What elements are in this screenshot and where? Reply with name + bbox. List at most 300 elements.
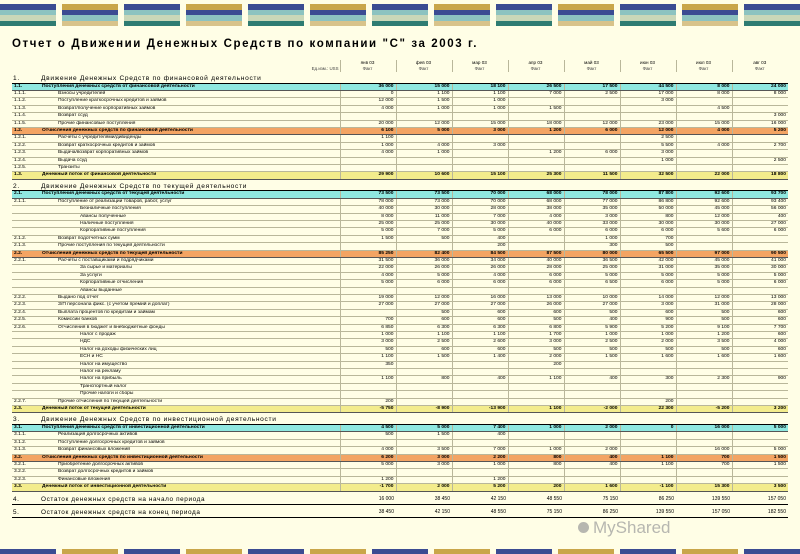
row-name: Расчеты с учредителями/дивиденды xyxy=(40,135,340,142)
line-item-row xyxy=(12,135,788,142)
fact-label: Факт xyxy=(564,66,620,72)
row-value: 84 500 xyxy=(452,250,508,257)
row-value: 5 000 xyxy=(676,272,732,279)
row-value xyxy=(452,469,508,476)
row-value: 31 000 xyxy=(620,265,676,272)
row-value: 8 000 xyxy=(676,83,732,90)
row-name: Поступления денежных средств от текущей деятельности xyxy=(40,191,340,198)
row-value xyxy=(452,150,508,157)
row-value: 1 000 xyxy=(620,157,676,164)
row-value: 6 300 xyxy=(452,324,508,331)
row-value xyxy=(620,383,676,390)
row-value: 92 600 xyxy=(676,191,732,198)
row-value: 6 000 xyxy=(396,280,452,287)
row-name: Прочие финансовые поступления xyxy=(40,120,340,127)
row-value xyxy=(452,135,508,142)
row-name: Наличные поступления xyxy=(40,220,340,227)
row-value: 10 000 xyxy=(564,294,620,301)
row-value: 400 xyxy=(564,462,620,469)
row-value: 600 xyxy=(396,346,452,353)
row-value: 5 000 xyxy=(564,272,620,279)
stripe-band xyxy=(310,549,366,554)
section-code: 1. xyxy=(12,75,40,83)
row-value xyxy=(396,135,452,142)
top-decorative-stripes xyxy=(0,4,800,26)
row-value: 13 000 xyxy=(732,294,788,301)
row-value: 1 000 xyxy=(508,447,564,454)
row-code: 1.1.4. xyxy=(12,113,40,120)
row-value: 44 500 xyxy=(620,83,676,90)
row-value: 11 000 xyxy=(396,213,452,220)
line-item-row xyxy=(12,90,788,97)
row-value: 12 000 xyxy=(564,120,620,127)
bottom-decorative-stripes xyxy=(0,549,800,554)
stripe-band xyxy=(744,4,800,26)
row-value xyxy=(452,287,508,294)
row-value: 4 000 xyxy=(340,447,396,454)
row-value: 8 000 xyxy=(732,90,788,97)
row-code: 1.2.1. xyxy=(12,135,40,142)
stripe-band xyxy=(310,4,366,26)
row-value: 6 500 xyxy=(564,280,620,287)
row-value xyxy=(340,309,396,316)
row-value: 77 000 xyxy=(564,198,620,205)
month-header: янв 03 xyxy=(340,60,396,66)
row-value: 31 500 xyxy=(340,257,396,264)
row-value: 40 000 xyxy=(508,257,564,264)
row-value xyxy=(676,113,732,120)
row-value: 3 000 xyxy=(620,302,676,309)
row-code xyxy=(12,265,40,272)
balance-value: 42 150 xyxy=(452,495,508,505)
row-value: 82 400 xyxy=(396,250,452,257)
line-item-row xyxy=(12,432,788,439)
row-value: 600 xyxy=(452,346,508,353)
row-value: 6 000 xyxy=(620,280,676,287)
line-item-row xyxy=(12,287,788,294)
row-value: 1 100 xyxy=(452,90,508,97)
row-name: Возврат краткосрочных кредитов и займов xyxy=(40,142,340,149)
row-name: Отчисления денежных средств по текущей деятельности xyxy=(40,250,340,257)
row-value: 15 000 xyxy=(452,120,508,127)
row-value: 700 xyxy=(676,454,732,461)
row-value: 1 000 xyxy=(340,142,396,149)
row-value xyxy=(732,391,788,398)
section-code: 3. xyxy=(12,416,40,424)
row-value: 5 200 xyxy=(452,484,508,491)
row-value xyxy=(508,235,564,242)
row-value: 5 000 xyxy=(732,447,788,454)
row-code xyxy=(12,339,40,346)
row-value: 20 000 xyxy=(340,120,396,127)
row-value: 2 700 xyxy=(732,142,788,149)
balance-title: Остаток денежных средств на начало периода xyxy=(40,495,340,505)
row-value: 1 100 xyxy=(340,376,396,383)
row-value: 68 000 xyxy=(508,198,564,205)
row-value xyxy=(508,164,564,171)
row-value: 5 000 xyxy=(340,462,396,469)
section-header-row xyxy=(12,75,788,83)
row-value: 87 800 xyxy=(620,191,676,198)
line-item-row xyxy=(12,280,788,287)
month-header: июл 03 xyxy=(676,60,732,66)
row-value: 600 xyxy=(732,346,788,353)
stripe-band xyxy=(186,549,242,554)
row-value: 28 000 xyxy=(452,206,508,213)
row-value: 50 000 xyxy=(620,206,676,213)
row-value xyxy=(340,439,396,446)
row-name: Денежный поток от финансовой деятельности xyxy=(40,172,340,179)
row-value: 6 000 xyxy=(564,228,620,235)
row-name: Транзиты xyxy=(40,164,340,171)
row-value xyxy=(508,243,564,250)
stripe-band xyxy=(434,4,490,26)
row-value: 40 000 xyxy=(340,206,396,213)
row-value: 2 500 xyxy=(564,90,620,97)
row-value xyxy=(676,432,732,439)
row-value: 1 500 xyxy=(396,98,452,105)
subtotal-row-tot xyxy=(12,424,788,431)
row-value xyxy=(676,287,732,294)
row-name: Поступление долгосрочных кредитов и займов xyxy=(40,439,340,446)
balance-value: 38 450 xyxy=(340,508,396,518)
row-value: 26 000 xyxy=(508,302,564,309)
row-value: 5 000 xyxy=(732,272,788,279)
row-value xyxy=(508,469,564,476)
row-value: 90 500 xyxy=(732,250,788,257)
row-value: 900 xyxy=(732,376,788,383)
row-code: 2.2.7. xyxy=(12,398,40,405)
row-value: 1 000 xyxy=(508,424,564,431)
row-value: 800 xyxy=(620,213,676,220)
row-name: Поступление от реализации товаров, работ, услуг xyxy=(40,198,340,205)
row-code xyxy=(12,369,40,376)
row-name: Взносы учредителей xyxy=(40,90,340,97)
row-value: 400 xyxy=(452,235,508,242)
row-value: 78 000 xyxy=(340,198,396,205)
row-value xyxy=(452,157,508,164)
subtotal-row-neg xyxy=(12,250,788,257)
line-item-row xyxy=(12,113,788,120)
row-value: 1 000 xyxy=(564,235,620,242)
row-value xyxy=(620,287,676,294)
row-code xyxy=(12,213,40,220)
row-code: 3.1. xyxy=(12,424,40,431)
row-value: 4 500 xyxy=(676,105,732,112)
balance-value: 42 150 xyxy=(396,508,452,518)
row-value xyxy=(620,439,676,446)
subtotal-row-neg xyxy=(12,127,788,134)
watermark xyxy=(578,518,670,538)
row-code: 1.1.2. xyxy=(12,98,40,105)
row-value: 80 000 xyxy=(564,250,620,257)
row-value: 16 000 xyxy=(452,294,508,301)
row-value: 500 xyxy=(620,346,676,353)
row-value: 27 000 xyxy=(564,302,620,309)
row-value: 6 000 xyxy=(452,280,508,287)
row-name: Налог на прибыль xyxy=(40,376,340,383)
row-value xyxy=(508,432,564,439)
stripe-band xyxy=(682,549,738,554)
row-value xyxy=(340,113,396,120)
balance-value: 48 550 xyxy=(452,508,508,518)
row-value xyxy=(508,135,564,142)
subtotal-row-fin xyxy=(12,406,788,413)
stripe-band xyxy=(186,4,242,26)
row-value: 15 100 xyxy=(452,172,508,179)
row-value xyxy=(676,164,732,171)
line-item-row xyxy=(12,462,788,469)
row-value: 1 000 xyxy=(452,462,508,469)
row-value xyxy=(340,287,396,294)
row-value: 3 500 xyxy=(676,339,732,346)
fact-label: Факт xyxy=(732,66,788,72)
row-value: 73 500 xyxy=(340,191,396,198)
row-value: 35 000 xyxy=(676,265,732,272)
row-value xyxy=(340,369,396,376)
row-value xyxy=(732,398,788,405)
row-value xyxy=(732,287,788,294)
row-value: 400 xyxy=(732,213,788,220)
row-value: 33 000 xyxy=(564,220,620,227)
row-code: 2.2.6. xyxy=(12,324,40,331)
row-code: 2.2. xyxy=(12,250,40,257)
row-value: 500 xyxy=(396,309,452,316)
line-item-row xyxy=(12,332,788,339)
row-value: 1 100 xyxy=(620,454,676,461)
row-value xyxy=(396,157,452,164)
row-value: 27 000 xyxy=(396,302,452,309)
row-value: 4 000 xyxy=(452,272,508,279)
row-value: 4 000 xyxy=(340,105,396,112)
month-header: мар 03 xyxy=(452,60,508,66)
row-value: 4 000 xyxy=(676,142,732,149)
balance-value: 139 550 xyxy=(620,508,676,518)
row-value xyxy=(620,476,676,483)
row-value: 6 000 xyxy=(508,228,564,235)
row-value: 36 000 xyxy=(396,257,452,264)
stripe-band xyxy=(558,549,614,554)
row-value: 2 000 xyxy=(620,339,676,346)
row-value: 4 000 xyxy=(340,150,396,157)
row-value: -1 700 xyxy=(340,484,396,491)
row-value xyxy=(732,369,788,376)
row-value xyxy=(508,287,564,294)
row-value xyxy=(508,369,564,376)
row-value xyxy=(452,398,508,405)
row-value: 3 000 xyxy=(452,127,508,134)
row-value: 16 000 xyxy=(676,424,732,431)
row-value: 22 300 xyxy=(620,406,676,413)
row-value xyxy=(620,113,676,120)
row-value xyxy=(620,447,676,454)
row-code: 2.3. xyxy=(12,406,40,413)
row-value: 5 000 xyxy=(732,424,788,431)
row-value: 3 500 xyxy=(732,484,788,491)
row-value: 9 100 xyxy=(676,324,732,331)
stripe-band xyxy=(496,549,552,554)
row-value: 3 000 xyxy=(396,454,452,461)
section-title: Движение Денежных Средств по инвестиционной деятельности xyxy=(40,416,788,424)
row-value: -2 000 xyxy=(564,406,620,413)
stripe-band xyxy=(496,4,552,26)
row-value xyxy=(564,432,620,439)
line-item-row xyxy=(12,213,788,220)
row-value: 2 300 xyxy=(676,376,732,383)
balance-value: 157 050 xyxy=(676,508,732,518)
row-value xyxy=(452,164,508,171)
stripe-band xyxy=(372,4,428,26)
row-value: 16 000 xyxy=(732,120,788,127)
row-value: 40 000 xyxy=(508,220,564,227)
row-value: 600 xyxy=(732,332,788,339)
row-value: 15 000 xyxy=(676,120,732,127)
row-value: 2 200 xyxy=(452,454,508,461)
row-code: 3.3. xyxy=(12,484,40,491)
row-value: 5 000 xyxy=(340,228,396,235)
row-name: Расчеты с поставщиками и подрядчиками xyxy=(40,257,340,264)
row-code: 1.2.2. xyxy=(12,142,40,149)
row-value: -13 900 xyxy=(452,406,508,413)
row-value: 1 500 xyxy=(396,432,452,439)
row-value xyxy=(620,105,676,112)
fact-label: Факт xyxy=(620,66,676,72)
row-value xyxy=(732,98,788,105)
row-value xyxy=(396,476,452,483)
row-name: Выдача ссуд xyxy=(40,157,340,164)
row-value xyxy=(340,243,396,250)
row-value: 16 000 xyxy=(676,447,732,454)
row-value xyxy=(732,432,788,439)
row-value xyxy=(396,164,452,171)
row-value: 26 000 xyxy=(396,265,452,272)
report-title: Отчет о Движении Денежных Средств по компании "С" за 2003 г. xyxy=(12,38,479,50)
balance-value: 16 000 xyxy=(340,495,396,505)
row-value xyxy=(676,469,732,476)
row-name: Налог на имущество xyxy=(40,361,340,368)
row-value: 68 000 xyxy=(508,191,564,198)
row-value: 25 000 xyxy=(340,220,396,227)
row-value: 1 100 xyxy=(340,354,396,361)
row-value xyxy=(732,150,788,157)
row-value: 24 000 xyxy=(732,83,788,90)
row-value: 200 xyxy=(508,484,564,491)
row-name: Возврат долгосрочных кредитов и займов xyxy=(40,469,340,476)
stripe-band xyxy=(744,549,800,554)
row-name: Прочие отчисления по текущей деятельности xyxy=(40,398,340,405)
row-name: Налог на рекламу xyxy=(40,369,340,376)
row-code: 1.2.4. xyxy=(12,157,40,164)
row-value xyxy=(508,113,564,120)
row-value: 3 000 xyxy=(508,339,564,346)
row-value: 6 200 xyxy=(340,454,396,461)
line-item-row xyxy=(12,164,788,171)
stripe-band xyxy=(0,549,56,554)
row-value: 200 xyxy=(508,361,564,368)
row-name: Отчисления в бюджет и внебюджетные фонды xyxy=(40,324,340,331)
row-value xyxy=(732,383,788,390)
row-value: 97 000 xyxy=(676,250,732,257)
row-value: 45 000 xyxy=(676,206,732,213)
row-value xyxy=(564,469,620,476)
row-code: 3.2. xyxy=(12,454,40,461)
row-value: 7 700 xyxy=(732,324,788,331)
row-value xyxy=(676,369,732,376)
row-value xyxy=(676,398,732,405)
row-value xyxy=(676,391,732,398)
line-item-row xyxy=(12,376,788,383)
row-value: 36 500 xyxy=(564,257,620,264)
row-code xyxy=(12,354,40,361)
row-value: 600 xyxy=(452,317,508,324)
row-value: 1 200 xyxy=(508,127,564,134)
row-code: 3.1.3. xyxy=(12,447,40,454)
row-value xyxy=(732,476,788,483)
row-value: 5 000 xyxy=(676,280,732,287)
stripe-band xyxy=(0,4,56,26)
row-value: 29 900 xyxy=(340,172,396,179)
row-code xyxy=(12,272,40,279)
row-value: 5 000 xyxy=(620,272,676,279)
line-item-row xyxy=(12,324,788,331)
row-value xyxy=(508,98,564,105)
row-value xyxy=(732,243,788,250)
row-value: 500 xyxy=(620,243,676,250)
row-value: 500 xyxy=(564,346,620,353)
row-value: 11 500 xyxy=(564,172,620,179)
row-value xyxy=(564,439,620,446)
row-name: Финансовые вложения xyxy=(40,476,340,483)
row-value: 500 xyxy=(396,235,452,242)
row-value xyxy=(564,383,620,390)
balance-value: 38 450 xyxy=(396,495,452,505)
month-header: авг 03 xyxy=(732,60,788,66)
row-value: 41 000 xyxy=(732,257,788,264)
row-value: 800 xyxy=(508,454,564,461)
row-value: 6 100 xyxy=(340,127,396,134)
row-code: 3.2.2. xyxy=(12,469,40,476)
row-value xyxy=(620,369,676,376)
line-item-row xyxy=(12,369,788,376)
row-value: 600 xyxy=(508,309,564,316)
stripe-band xyxy=(620,549,676,554)
row-value: 1 200 xyxy=(340,476,396,483)
subtotal-row-fin xyxy=(12,172,788,179)
row-name: Возврат ссуд xyxy=(40,113,340,120)
row-value: 73 500 xyxy=(396,191,452,198)
row-value: 800 xyxy=(508,462,564,469)
row-name: Возврат подотчетных сумм xyxy=(40,235,340,242)
row-name: Поступления денежных средств от финансовой деятельности xyxy=(40,83,340,90)
row-value: 12 000 xyxy=(676,294,732,301)
row-value: 600 xyxy=(396,317,452,324)
line-item-row xyxy=(12,346,788,353)
row-value: 30 000 xyxy=(676,220,732,227)
row-value: 500 xyxy=(676,309,732,316)
row-value: 3 000 xyxy=(620,150,676,157)
row-name: За сырье и материалы xyxy=(40,265,340,272)
row-value: 18 000 xyxy=(508,120,564,127)
row-value xyxy=(564,476,620,483)
row-value xyxy=(732,164,788,171)
row-value xyxy=(732,469,788,476)
row-value xyxy=(676,361,732,368)
line-item-row xyxy=(12,257,788,264)
row-code: 2.2.1. xyxy=(12,257,40,264)
row-value: 6 000 xyxy=(732,280,788,287)
row-value: 0 xyxy=(620,424,676,431)
row-code xyxy=(12,383,40,390)
